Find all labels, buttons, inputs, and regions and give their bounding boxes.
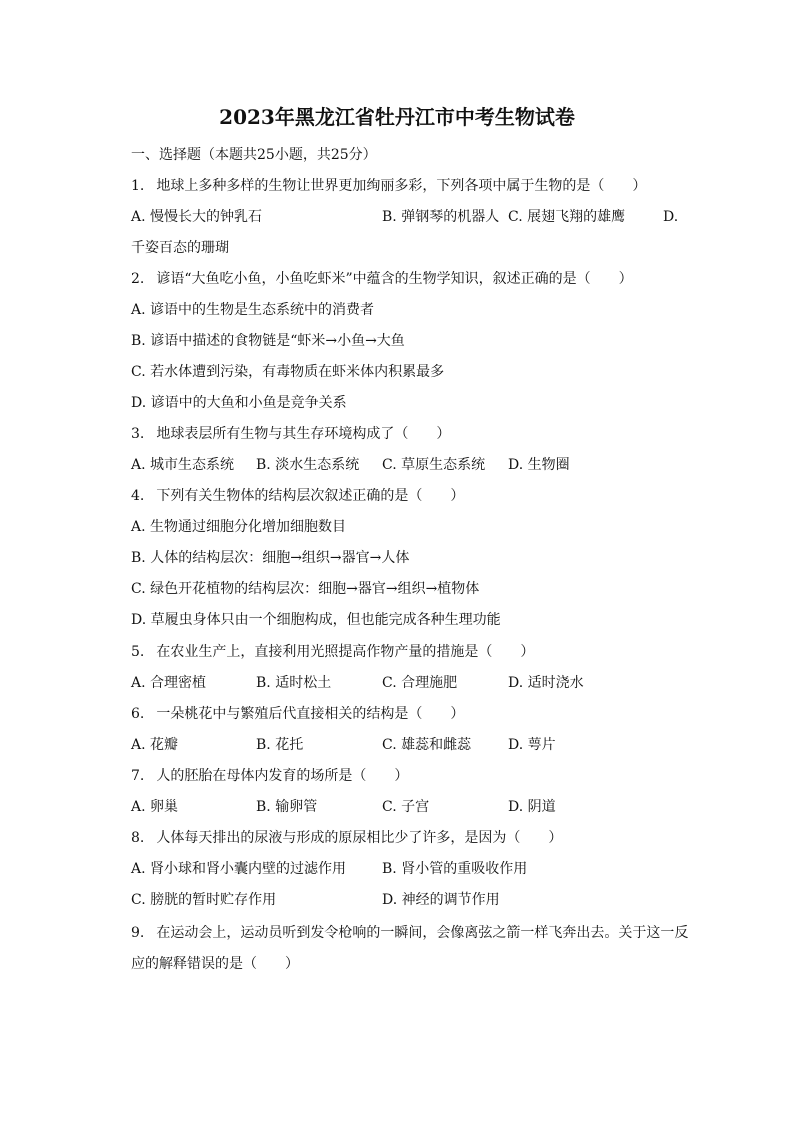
question-6	[131, 704, 464, 724]
question-stem: 谚语“大鱼吃小鱼，小鱼吃虾米”中蕴含的生物学知识，叙述正确的是（ ）	[156, 271, 633, 287]
option-b: B. 谚语中描述的食物链是“虾米→小鱼→大鱼	[131, 333, 405, 349]
section-heading: 一、选择题（本题共25小题，共25分）	[131, 147, 377, 163]
option-a: A. 谚语中的生物是生态系统中的消费者	[131, 302, 375, 318]
question-6-options	[131, 735, 611, 755]
question-stem: 在农业生产上，直接利用光照提高作物产量的措施是（ ）	[156, 644, 535, 660]
option-b: B. 输卵管	[256, 799, 318, 815]
option-d: D. 萼片	[508, 737, 556, 753]
option-b: B. 花托	[256, 737, 304, 753]
option-d: D. 生物圈	[508, 457, 570, 473]
option-c: C. 子宫	[382, 799, 430, 815]
question-8	[131, 828, 562, 848]
question-stem: 在运动会上，运动员听到发令枪响的一瞬间，会像离弦之箭一样飞奔出去。关于这一反	[156, 925, 689, 941]
question-stem: 地球上多种多样的生物让世界更加绚丽多彩，下列各项中属于生物的是（ ）	[156, 178, 647, 194]
question-stem: 人体每天排出的尿液与形成的原尿相比少了许多，是因为（ ）	[156, 830, 563, 846]
option-d: D. 谚语中的大鱼和小鱼是竞争关系	[131, 395, 347, 411]
question-7	[131, 766, 408, 786]
option-b: B. 肾小管的重吸收作用	[382, 861, 528, 877]
question-3-options	[131, 455, 611, 475]
question-2	[131, 269, 633, 289]
option-c: C. 若水体遭到污染，有毒物质在虾米体内积累最多	[131, 364, 445, 380]
question-stem: 地球表层所有生物与其生存环境构成了（ ）	[156, 426, 451, 442]
question-number: 4.	[131, 488, 145, 504]
question-number: 2.	[131, 271, 145, 287]
option-d: D. 神经的调节作用	[382, 892, 500, 908]
option-d: D. 阴道	[508, 799, 556, 815]
option-a: A. 生物通过细胞分化增加细胞数目	[131, 519, 347, 535]
question-3	[131, 424, 450, 444]
question-9	[131, 923, 688, 943]
option-c: C. 草原生态系统	[382, 457, 486, 473]
option-c: C. 膀胱的暂时贮存作用	[131, 892, 277, 908]
option-a: A. 慢慢长大的钟乳石	[131, 209, 263, 225]
question-number: 5.	[131, 644, 145, 660]
option-d: D. 草履虫身体只由一个细胞构成，但也能完成各种生理功能	[131, 612, 501, 628]
option-b: B. 淡水生态系统	[256, 457, 360, 473]
option-d: D.	[663, 209, 679, 225]
question-5-options	[131, 673, 611, 693]
question-number: 7.	[131, 768, 145, 784]
option-a: A. 合理密植	[131, 675, 207, 691]
option-c: C. 展翅飞翔的雄鹰	[508, 209, 626, 225]
question-number: 1.	[131, 178, 145, 194]
option-a: A. 城市生态系统	[131, 457, 235, 473]
question-number: 3.	[131, 426, 145, 442]
option-d-continued: 千姿百态的珊瑚	[131, 240, 229, 256]
question-8-options-ab	[131, 859, 611, 879]
question-7-options	[131, 797, 611, 817]
question-number: 8.	[131, 830, 145, 846]
question-1-options	[131, 207, 691, 227]
option-a: A. 肾小球和肾小囊内壁的过滤作用	[131, 861, 347, 877]
option-b: B. 适时松土	[256, 675, 332, 691]
question-stem: 一朵桃花中与繁殖后代直接相关的结构是（ ）	[156, 706, 465, 722]
question-number: 9.	[131, 925, 145, 941]
question-number: 6.	[131, 706, 145, 722]
option-d: D. 适时浇水	[508, 675, 584, 691]
question-4	[131, 486, 464, 506]
question-stem: 下列有关生物体的结构层次叙述正确的是（ ）	[156, 488, 465, 504]
option-c: C. 绿色开花植物的结构层次：细胞→器官→组织→植物体	[131, 581, 480, 597]
question-8-options-cd	[131, 890, 611, 910]
question-1	[131, 176, 646, 196]
option-b: B. 弹钢琴的机器人	[382, 209, 500, 225]
option-c: C. 雄蕊和雌蕊	[382, 737, 472, 753]
page-title: 2023年黑龙江省牡丹江市中考生物试卷	[219, 105, 575, 129]
option-c: C. 合理施肥	[382, 675, 458, 691]
question-9-stem-continued: 应的解释错误的是（ ）	[131, 956, 299, 972]
question-stem: 人的胚胎在母体内发育的场所是（ ）	[156, 768, 409, 784]
option-a: A. 花瓣	[131, 737, 179, 753]
option-a: A. 卵巢	[131, 799, 179, 815]
option-b: B. 人体的结构层次：细胞→组织→器官→人体	[131, 550, 410, 566]
question-5	[131, 642, 534, 662]
